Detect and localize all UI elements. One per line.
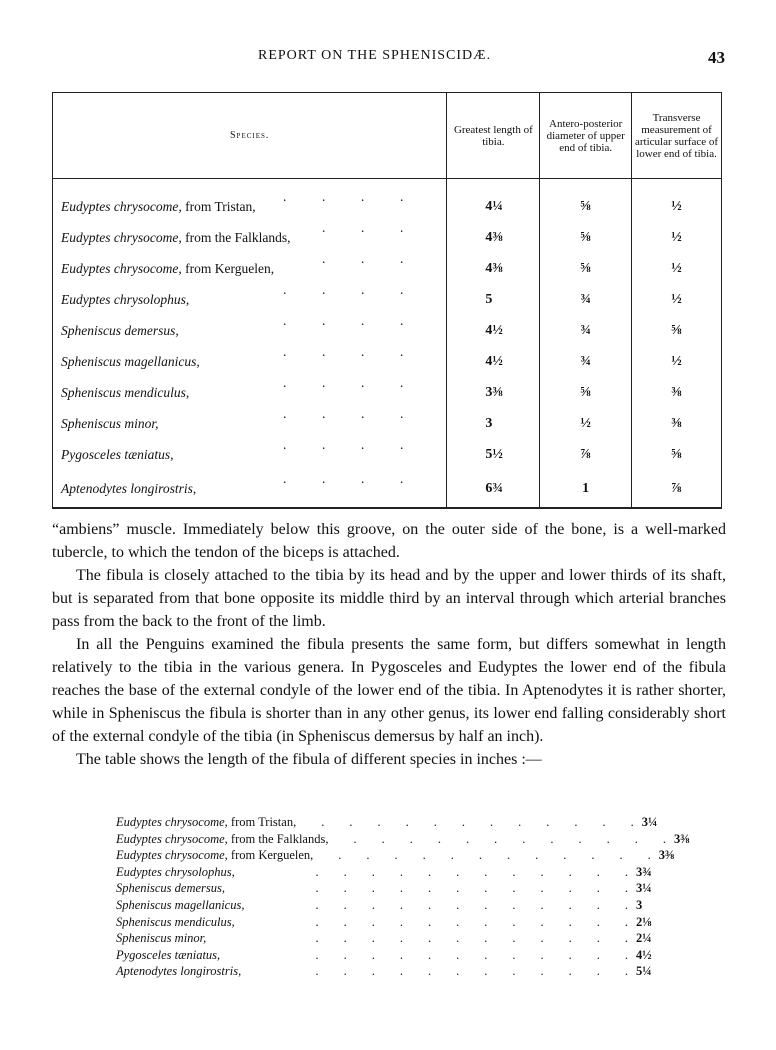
species-name: Spheniscus mendiculus, xyxy=(116,914,235,929)
species-name: Eudyptes chrysocome, xyxy=(116,848,228,863)
species-cell xyxy=(116,963,241,980)
species-cell xyxy=(53,282,447,316)
leader-dot: . xyxy=(361,282,365,297)
ap-diameter-cell: ¾ xyxy=(540,285,632,316)
species-name: Spheniscus magellanicus, xyxy=(61,354,200,369)
leader-dot: . xyxy=(400,437,404,452)
species-cell xyxy=(53,220,447,254)
species-cell xyxy=(116,864,235,881)
leader-dot: . xyxy=(400,313,404,328)
leader-dot: . xyxy=(400,470,404,486)
species-name: Eudyptes chrysolophus, xyxy=(61,292,190,307)
species-name: Pygosceles tæniatus, xyxy=(116,947,221,962)
species-cell xyxy=(116,897,244,914)
leader-dots: . . . . . . . . . . . . xyxy=(313,848,651,863)
leader-dot: . xyxy=(283,189,287,205)
ap-diameter-cell: ⅝ xyxy=(540,223,632,254)
leader-dot: . xyxy=(322,282,326,297)
species-locality: from the Falklands, xyxy=(227,831,329,846)
table-row xyxy=(53,223,722,254)
transverse-cell: ½ xyxy=(632,223,722,254)
paragraph: The table shows the length of the fibula of different species in inches :— xyxy=(76,751,542,768)
species-cell xyxy=(53,344,447,378)
leader-dots: . . . . . . . . . . . . xyxy=(290,881,628,896)
transverse-cell: ⅜ xyxy=(632,378,722,409)
species-name: Eudyptes chrysocome, xyxy=(61,261,182,276)
species-cell xyxy=(116,914,235,931)
leader-dot: . xyxy=(361,406,365,421)
col-header-species: Species. xyxy=(53,93,447,179)
body-text xyxy=(52,518,726,771)
col-header-length: Greatest length of tibia. xyxy=(447,93,540,179)
transverse-cell: ⅝ xyxy=(632,316,722,347)
length-cell: 6¾ xyxy=(447,471,540,508)
species-name: Eudyptes chrysocome, xyxy=(61,199,182,215)
length-cell: 4½ xyxy=(447,347,540,378)
paragraph: In all the Penguins examined the fibula presents the same form, but differs somewhat in length relatively to the tibia in the various genera. In Pygosceles and Eudyptes the lower end of the fibula reaches the base of the external condyle of the lower end of the tibia. In Aptenodytes it is rather shorter, while in Spheniscus the fibula is shorter than in any other genus, its lower end falling considerably short of the external condyle of the tibia (in Spheniscus demersus by half an inch). xyxy=(52,636,726,745)
paragraph: The fibula is closely attached to the tibia by its head and by the upper and lower thirds of its shaft, but is separated from that bone opposite its middle third by an interval through which arterial branches pass from the back to the front of the limb. xyxy=(52,567,726,630)
length-cell: 3⅜ xyxy=(447,378,540,409)
leader-dot: . xyxy=(361,189,365,205)
table-row xyxy=(53,409,722,440)
species-name: Spheniscus minor, xyxy=(116,931,207,946)
species-cell xyxy=(116,880,225,897)
transverse-cell: ½ xyxy=(632,179,722,223)
length-cell: 4½ xyxy=(447,316,540,347)
leader-dot: . xyxy=(400,220,404,235)
fibula-length: 3 xyxy=(636,897,643,912)
leader-dots: . . . . . . . . . . . . xyxy=(296,815,634,829)
leader-dots: . . . . . . . . . . . . xyxy=(290,914,628,929)
species-locality: from Tristan, xyxy=(227,815,297,829)
leader-dot: . xyxy=(400,189,404,205)
ap-diameter-cell: ¾ xyxy=(540,347,632,378)
fibula-length: 2¼ xyxy=(636,931,652,946)
species-cell xyxy=(116,814,296,831)
leader-dot: . xyxy=(361,437,365,452)
transverse-cell: ½ xyxy=(632,285,722,316)
length-cell: 4⅜ xyxy=(447,254,540,285)
leader-dot: . xyxy=(361,375,365,390)
fibula-length: 2⅛ xyxy=(636,914,652,929)
table-row xyxy=(53,316,722,347)
table-row xyxy=(53,378,722,409)
species-name: Eudyptes chrysolophus, xyxy=(116,864,235,879)
table-row xyxy=(116,880,666,897)
leader-dot: . xyxy=(400,282,404,297)
table-row xyxy=(116,897,666,914)
leader-dot: . xyxy=(283,313,287,328)
leader-dot: . xyxy=(283,282,287,297)
leader-dot: . xyxy=(283,470,287,486)
table-row xyxy=(116,831,690,848)
species-name: Pygosceles tæniatus, xyxy=(61,447,174,462)
leader-dot: . xyxy=(400,251,404,266)
table-row xyxy=(53,179,722,223)
table-row xyxy=(53,440,722,471)
leader-dot: . xyxy=(322,406,326,421)
species-cell xyxy=(53,375,447,409)
species-name: Eudyptes chrysocome, xyxy=(116,815,228,829)
species-cell xyxy=(53,179,447,223)
species-cell xyxy=(116,831,328,848)
leader-dot: . xyxy=(322,344,326,359)
species-locality: from Kerguelen, xyxy=(181,261,275,276)
leader-dot: . xyxy=(361,470,365,486)
leader-dot: . xyxy=(400,344,404,359)
leader-dot: . xyxy=(400,406,404,421)
species-cell xyxy=(53,437,447,471)
fibula-length: 4½ xyxy=(636,947,652,962)
species-name: Spheniscus mendiculus, xyxy=(61,385,190,400)
table-row xyxy=(116,914,666,931)
species-cell xyxy=(53,313,447,347)
species-cell xyxy=(116,930,206,947)
length-cell: 5½ xyxy=(447,440,540,471)
ap-diameter-cell: 1 xyxy=(540,471,632,508)
table-row xyxy=(53,254,722,285)
leader-dot: . xyxy=(361,313,365,328)
leader-dot: . xyxy=(361,220,365,235)
species-name: Spheniscus demersus, xyxy=(116,881,226,896)
leader-dot: . xyxy=(322,437,326,452)
species-locality: from Tristan, xyxy=(181,199,256,215)
length-cell: 4⅜ xyxy=(447,223,540,254)
transverse-cell: ⅞ xyxy=(632,471,722,508)
leader-dots: . . . . . . . . . . . . xyxy=(290,897,628,912)
leader-dot: . xyxy=(361,344,365,359)
leader-dot: . xyxy=(322,251,326,266)
length-cell: 5 xyxy=(447,285,540,316)
ap-diameter-cell: ¾ xyxy=(540,316,632,347)
species-name: Aptenodytes longirostris, xyxy=(61,480,197,496)
leader-dots: . . . . . . . . . . . . xyxy=(290,964,628,979)
table-row xyxy=(53,285,722,316)
fibula-table xyxy=(116,814,690,980)
ap-diameter-cell: ⅝ xyxy=(540,254,632,285)
leader-dot: . xyxy=(283,375,287,390)
species-name: Aptenodytes longirostris, xyxy=(116,964,242,979)
table-row xyxy=(53,347,722,378)
length-cell: 3 xyxy=(447,409,540,440)
leader-dot: . xyxy=(322,220,326,235)
species-cell xyxy=(53,251,447,285)
table-row xyxy=(116,963,666,980)
page-number: 43 xyxy=(708,48,725,67)
species-locality: from the Falklands, xyxy=(181,230,291,245)
table-row xyxy=(116,847,675,864)
species-locality: from Kerguelen, xyxy=(227,848,314,863)
fibula-length: 3¾ xyxy=(636,864,652,879)
leader-dot: . xyxy=(322,313,326,328)
ap-diameter-cell: ½ xyxy=(540,409,632,440)
paragraph: “ambiens” muscle. Immediately below this groove, on the outer side of the bone, is a well-marked tubercle, to which the tendon of the biceps is attached. xyxy=(52,521,726,561)
fibula-length: 3¼ xyxy=(636,881,652,896)
col-header-transverse: Transverse measurement of articular surface of lower end of tibia. xyxy=(632,93,722,179)
transverse-cell: ½ xyxy=(632,347,722,378)
col-header-ap: Antero-posterior diameter of upper end of tibia. xyxy=(540,93,632,179)
species-cell xyxy=(116,947,220,964)
leader-dot: . xyxy=(283,406,287,421)
leader-dots: . . . . . . . . . . . . xyxy=(290,931,628,946)
fibula-length: 3⅜ xyxy=(673,831,690,846)
table-row xyxy=(116,947,666,964)
transverse-cell: ⅜ xyxy=(632,409,722,440)
tibia-table xyxy=(52,92,722,509)
leader-dot: . xyxy=(361,251,365,266)
species-name: Spheniscus magellanicus, xyxy=(116,897,245,912)
fibula-length: 5¼ xyxy=(636,964,652,979)
ap-diameter-cell: ⅞ xyxy=(540,440,632,471)
leader-dot: . xyxy=(283,344,287,359)
fibula-length: 3⅜ xyxy=(658,848,675,863)
table-row xyxy=(53,471,722,508)
species-name: Eudyptes chrysocome, xyxy=(116,831,228,846)
species-name: Spheniscus minor, xyxy=(61,416,159,431)
length-cell: 4¼ xyxy=(447,179,540,223)
ap-diameter-cell: ⅝ xyxy=(540,378,632,409)
leader-dot: . xyxy=(322,470,326,486)
species-name: Spheniscus demersus, xyxy=(61,323,179,338)
transverse-cell: ½ xyxy=(632,254,722,285)
table-row xyxy=(116,814,666,831)
fibula-length: 3¼ xyxy=(641,815,658,829)
species-cell xyxy=(53,406,447,440)
table-row xyxy=(116,864,666,881)
leader-dots: . . . . . . . . . . . . xyxy=(328,831,666,846)
table-row xyxy=(116,930,666,947)
leader-dots: . . . . . . . . . . . . xyxy=(290,947,628,962)
leader-dot: . xyxy=(322,189,326,205)
leader-dot: . xyxy=(322,375,326,390)
header-title: REPORT ON THE SPHENISCIDÆ. xyxy=(258,48,492,63)
species-cell xyxy=(53,471,447,508)
ap-diameter-cell: ⅝ xyxy=(540,179,632,223)
species-name: Eudyptes chrysocome, xyxy=(61,230,182,245)
leader-dot: . xyxy=(400,375,404,390)
leader-dots: . . . . . . . . . . . . xyxy=(290,864,628,879)
transverse-cell: ⅝ xyxy=(632,440,722,471)
species-cell xyxy=(116,847,313,864)
leader-dot: . xyxy=(283,437,287,452)
